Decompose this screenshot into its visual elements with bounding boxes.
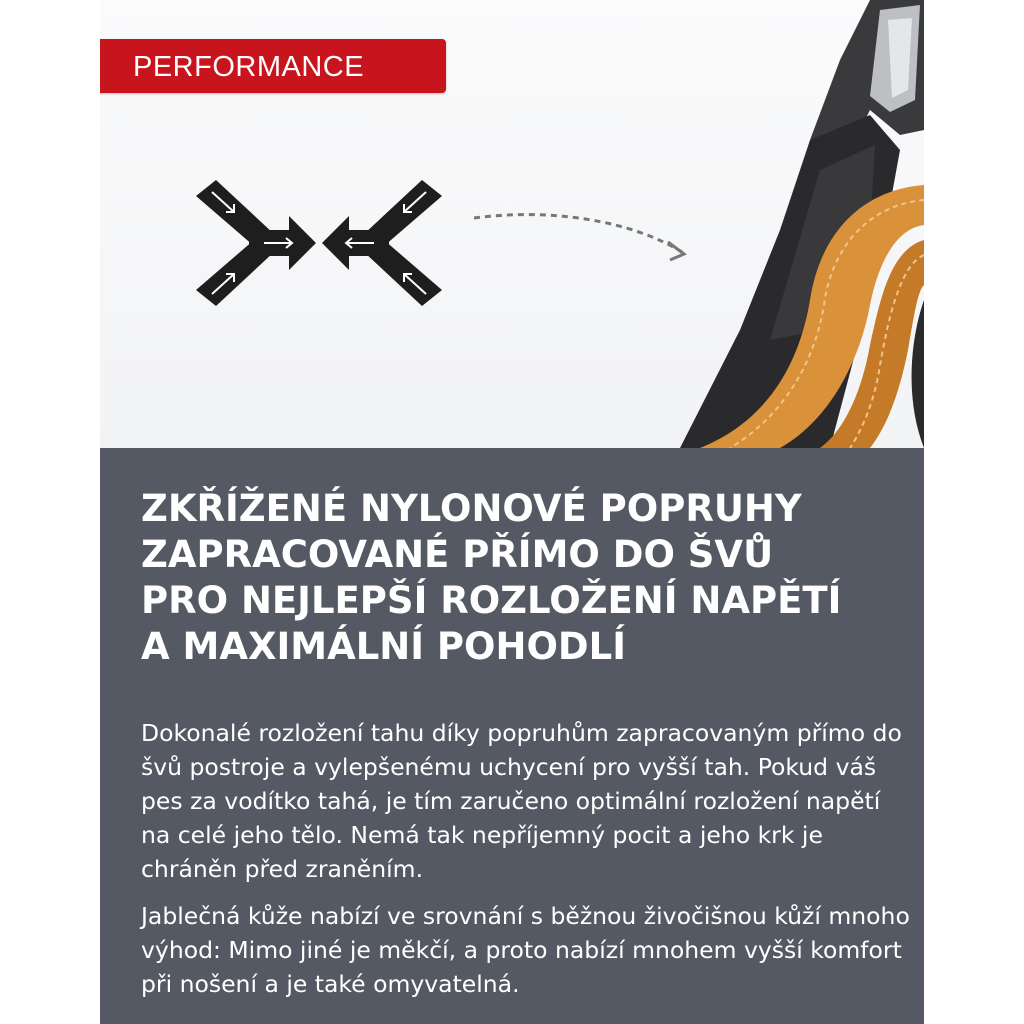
headline-line: A MAXIMÁLNÍ POHODLÍ bbox=[141, 625, 626, 668]
description-panel bbox=[100, 448, 924, 1024]
dog-harness-strap-photo bbox=[570, 0, 924, 448]
converging-arrows-icon bbox=[194, 178, 444, 308]
description-paragraph-1: Dokonalé rozložení tahu díky popruhům zapracovaným přímo do švů postroje a vylepšenému uchycení pro vyšší tah. Pokud váš pes za vodítko tahá, je tím zaručeno optimální rozložení napětí na celé jeho tělo. Nemá tak nepříjemný pocit a jeho krk je chráněn před zraněním. bbox=[141, 719, 902, 883]
performance-badge bbox=[100, 39, 446, 93]
headline-line: ZKŘÍŽENÉ NYLONOVÉ POPRUHY bbox=[141, 487, 802, 530]
description-paragraph-2: Jablečná kůže nabízí ve srovnání s běžnou živočišnou kůží mnoho výhod: Mimo jiné je měkčí, a proto nabízí mnohem vyšší komfort při nošení a je také omyvatelná. bbox=[141, 902, 910, 998]
headline-line: ZAPRACOVANÉ PŘÍMO DO ŠVŮ bbox=[141, 533, 774, 576]
feature-image-area bbox=[100, 0, 924, 448]
badge-label: PERFORMANCE bbox=[133, 51, 365, 83]
feature-headline bbox=[141, 486, 901, 670]
product-feature-card bbox=[100, 0, 924, 1024]
headline-line: PRO NEJLEPŠÍ ROZLOŽENÍ NAPĚTÍ bbox=[141, 579, 842, 622]
